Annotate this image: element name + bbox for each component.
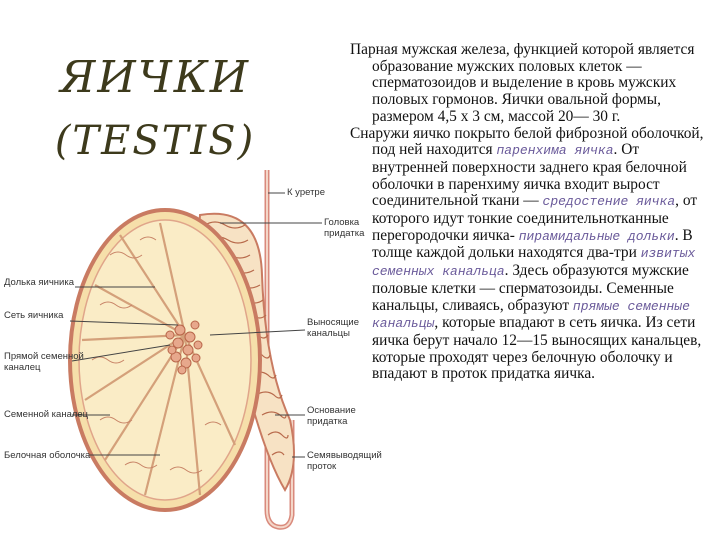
label-straight-2: каналец bbox=[4, 362, 41, 373]
text-run: Снаружи яичко покрыто белой фиброзной оболочкой, под ней находится bbox=[350, 124, 704, 159]
label-rete: Сеть яичника bbox=[4, 310, 64, 321]
label-lobule: Долька яичника bbox=[4, 277, 74, 288]
term-convoluted-tubules: извитых семенных канальца bbox=[372, 246, 696, 280]
label-convoluted: Семенной каналец bbox=[4, 409, 89, 420]
label-efferent-2: канальцы bbox=[307, 328, 350, 339]
text-run: . От внутренней поверхности заднего края белочной оболочки в паренхиму яичка входит вырост соединительной ткани — bbox=[372, 141, 687, 210]
label-straight-1: Прямой семенной bbox=[4, 351, 84, 362]
term-parenchyma: паренхима яичка bbox=[496, 143, 614, 159]
paragraph-intro: Парная мужская железа, функцией которой является образование мужских половых клеток — сперматозоидов и выделение в кровь мужских половых гормонов. Яички овальной формы, размером 4,5 х 3 см, массой 20— 30 г. bbox=[350, 41, 695, 125]
term-mediastinum: средостение яичка bbox=[542, 194, 676, 210]
label-head-epididymis-2: придатка bbox=[324, 228, 365, 239]
title-line-1: ЯИЧКИ bbox=[59, 52, 251, 103]
label-head-epididymis-1: Головка bbox=[324, 217, 360, 228]
description-text bbox=[336, 42, 714, 383]
label-efferent-1: Выносящие bbox=[307, 317, 359, 328]
term-lobules: пирамидальные дольки bbox=[518, 228, 675, 244]
label-base-epididymis-2: придатка bbox=[307, 416, 348, 427]
testis-diagram bbox=[0, 165, 382, 540]
text-run: , которые впадают в сеть яичка. Из сети яичка берут начало 12—15 выносящих канальцев, которые проходят через белочную оболочку и впадают в проток придатка яичка. bbox=[372, 314, 702, 383]
text-run: . В толще каждой дольки находятся два-три bbox=[372, 226, 693, 262]
term-straight-tubules: прямые семенные канальцы bbox=[372, 298, 690, 332]
paragraph-structure bbox=[336, 126, 714, 384]
text-run: , от которого идут тонкие соединительнотканные перегородочки яичка- bbox=[372, 192, 698, 244]
label-vas-2: проток bbox=[307, 461, 337, 472]
label-to-urethra: К уретре bbox=[287, 187, 325, 198]
label-vas-1: Семявыводящий bbox=[307, 450, 382, 461]
title-line-2: (TESTIS) bbox=[54, 118, 256, 164]
label-base-epididymis-1: Основание bbox=[307, 405, 356, 416]
text-run: . Здесь образуются мужские половые клетки — сперматозоиды. Семенные канальцы, сливаясь, образуют bbox=[372, 262, 689, 314]
label-tunica: Белочная оболочка bbox=[4, 450, 91, 461]
